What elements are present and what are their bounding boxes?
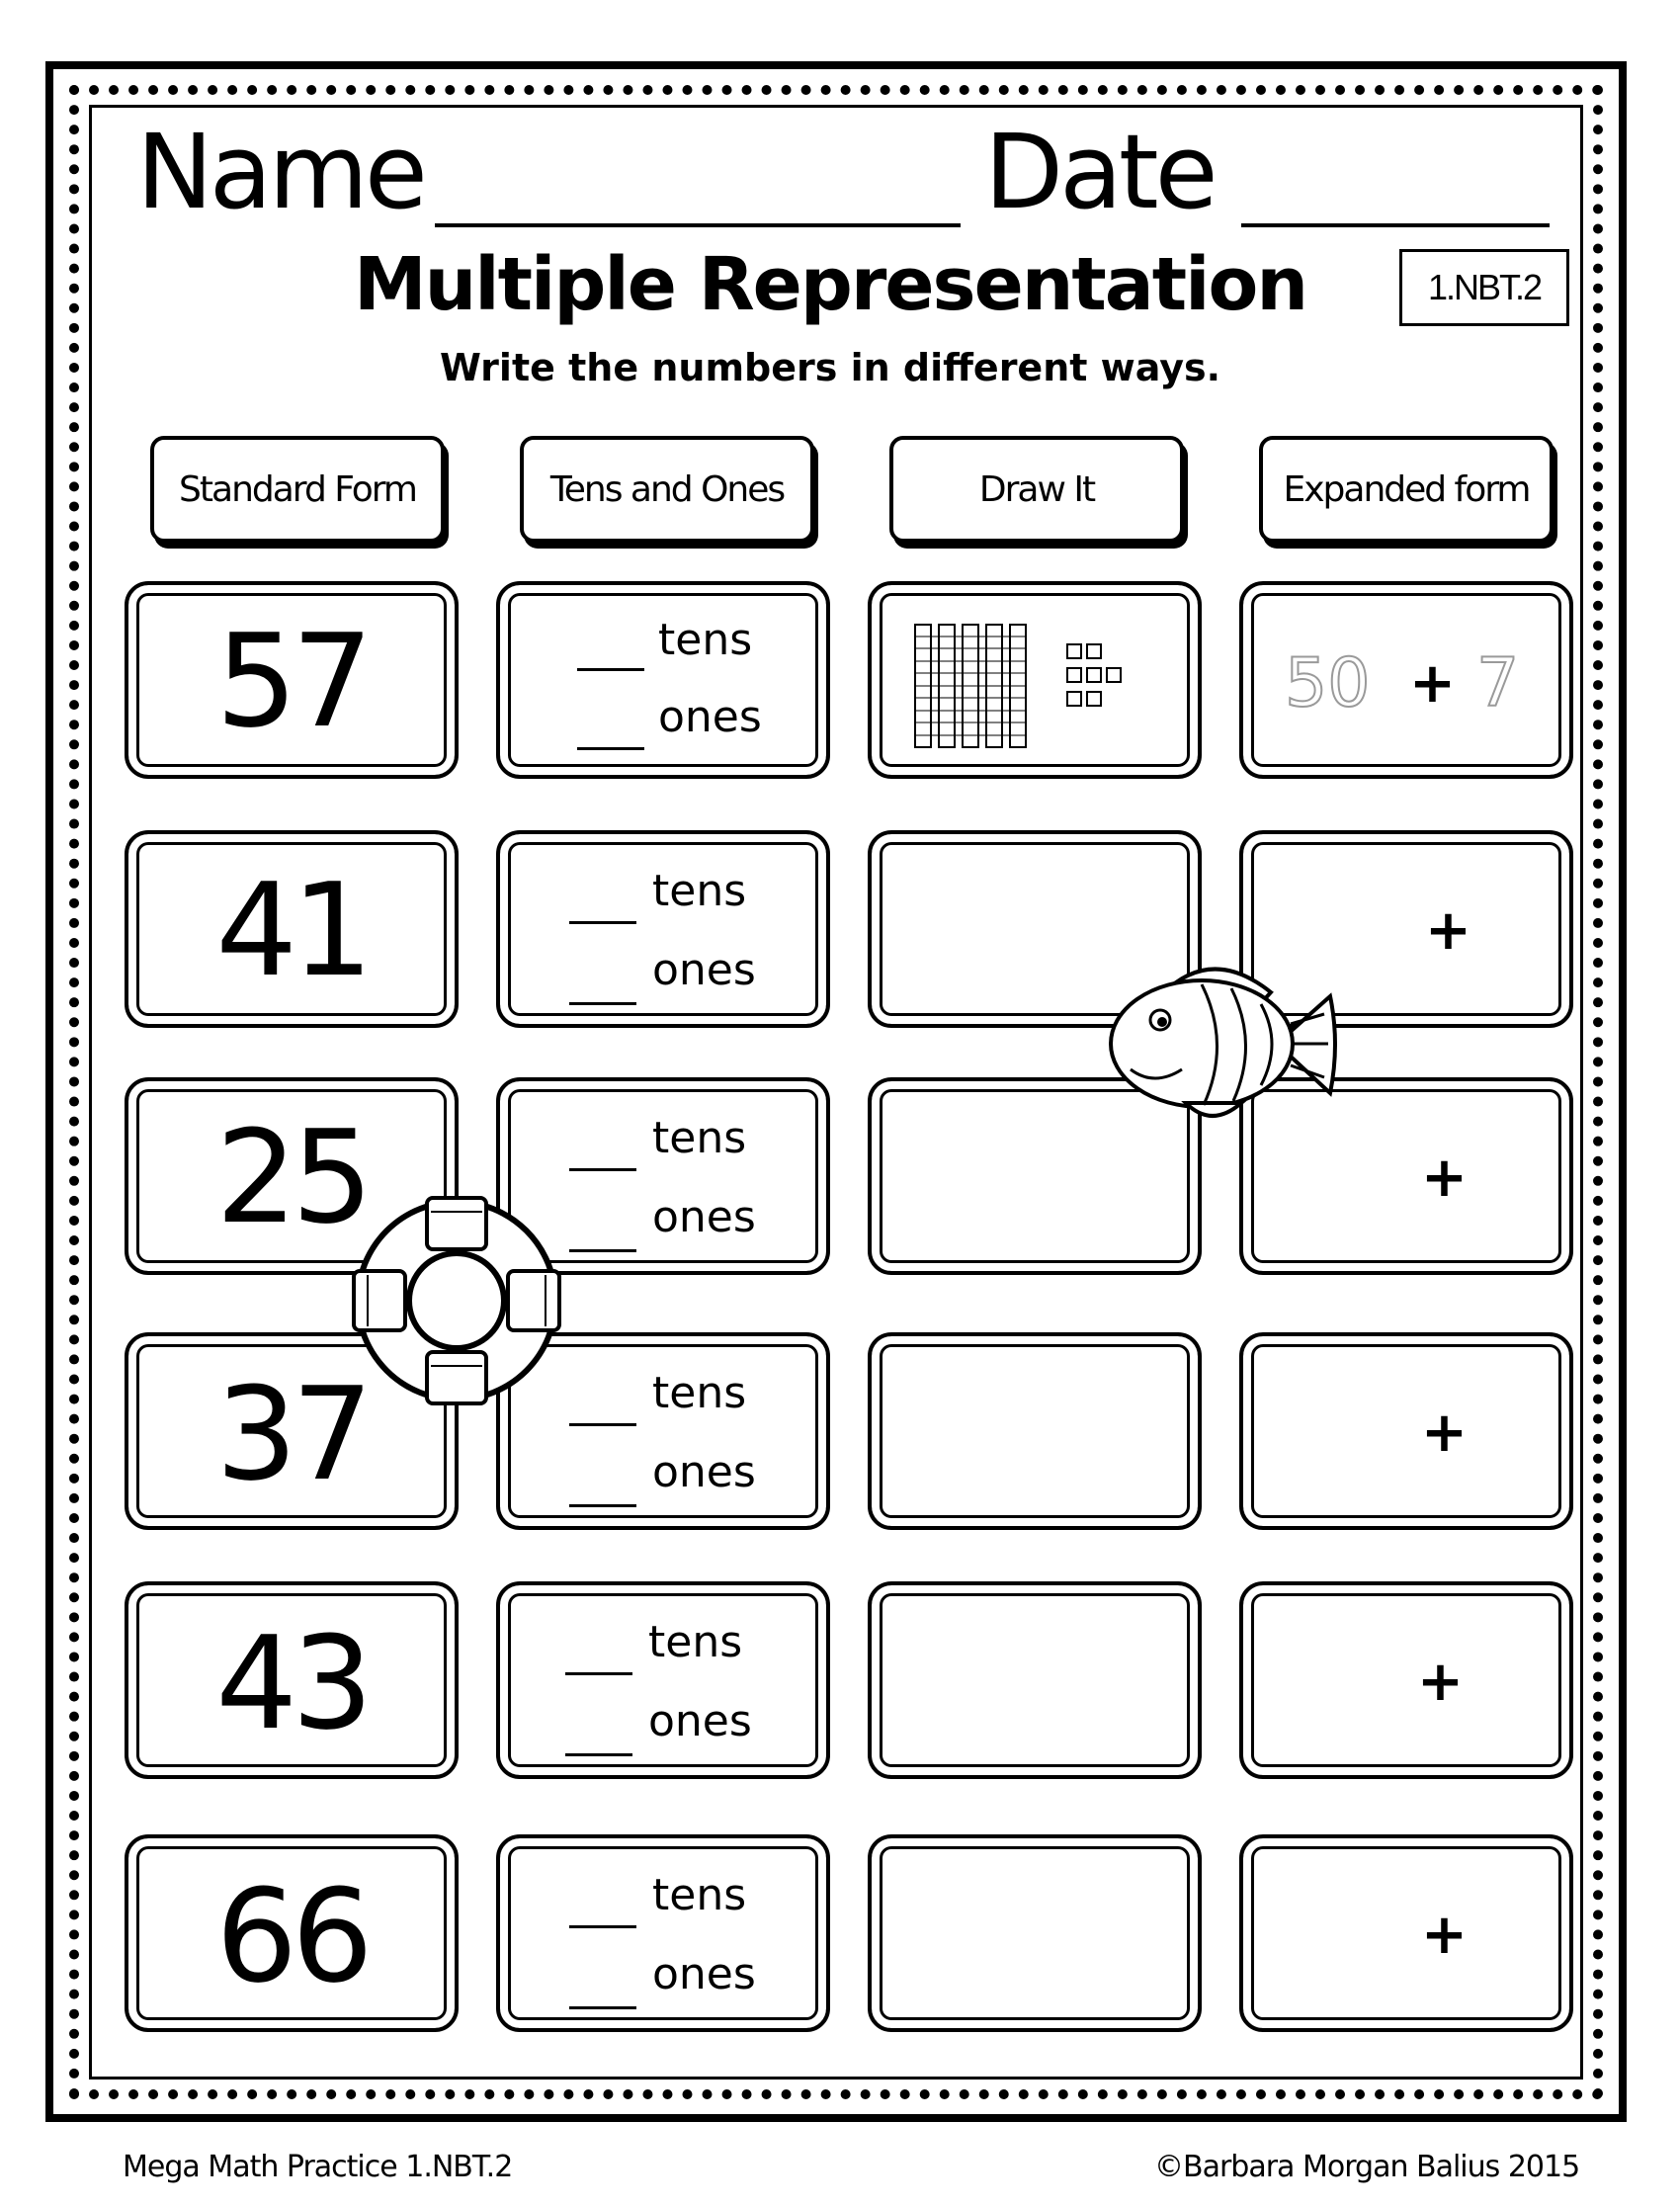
tens-ones-cell[interactable] xyxy=(496,1581,830,1779)
ones-blank[interactable] xyxy=(569,2006,636,2009)
plus-sign: + xyxy=(1409,651,1456,716)
ones-blank[interactable] xyxy=(577,747,644,750)
standard-form-cell xyxy=(125,581,459,779)
tens-word: tens xyxy=(652,1870,747,1920)
ones-word: ones xyxy=(652,1949,756,1999)
tens-word: tens xyxy=(652,1368,747,1418)
plus-sign: + xyxy=(1421,1401,1468,1465)
plus-sign: + xyxy=(1421,1146,1468,1210)
column-header-standard-form: Standard Form xyxy=(150,436,445,543)
plus-sign: + xyxy=(1421,1903,1468,1967)
plus-sign: + xyxy=(1425,898,1471,963)
tens-word: tens xyxy=(658,615,753,665)
ones-blank[interactable] xyxy=(565,1753,632,1756)
tens-ones-cell[interactable] xyxy=(496,581,830,779)
column-header-expanded-form: Expanded form xyxy=(1259,436,1554,543)
ones-cube xyxy=(1087,668,1101,682)
standard-badge: 1.NBT.2 xyxy=(1399,249,1569,326)
footer-left: Mega Math Practice 1.NBT.2 xyxy=(123,2150,513,2184)
ones-cube xyxy=(1087,644,1101,658)
ones-blank[interactable] xyxy=(569,1002,636,1005)
ones-cube xyxy=(1067,692,1081,706)
standard-form-cell xyxy=(125,1581,459,1779)
ones-word: ones xyxy=(658,692,762,742)
base-ten-blocks-drawing xyxy=(872,585,1206,783)
fish-clipart xyxy=(1103,955,1340,1131)
draw-it-cell[interactable] xyxy=(868,581,1202,779)
expanded-form-cell[interactable] xyxy=(1239,581,1573,779)
draw-it-cell[interactable] xyxy=(868,1834,1202,2032)
instructions: Write the numbers in different ways. xyxy=(439,346,1221,389)
name-label: Name xyxy=(136,112,424,232)
ones-cube xyxy=(1067,644,1081,658)
tens-blank[interactable] xyxy=(569,1925,636,1928)
ones-word: ones xyxy=(652,945,756,995)
standard-number: 37 xyxy=(215,1359,368,1509)
draw-it-cell[interactable] xyxy=(868,1332,1202,1530)
column-header-draw-it: Draw It xyxy=(889,436,1184,543)
ones-blank[interactable] xyxy=(569,1249,636,1252)
expanded-form-cell[interactable] xyxy=(1239,1581,1573,1779)
standard-number: 57 xyxy=(215,606,368,756)
tens-word: tens xyxy=(648,1617,743,1667)
tens-blank[interactable] xyxy=(565,1672,632,1675)
tens-word: tens xyxy=(652,1113,747,1163)
ones-word: ones xyxy=(652,1447,756,1497)
draw-it-cell[interactable] xyxy=(868,1581,1202,1779)
ones-cube xyxy=(1107,668,1121,682)
column-header-tens-and-ones: Tens and Ones xyxy=(520,436,814,543)
expanded-tens-trace: 50 xyxy=(1285,644,1371,722)
ones-cube xyxy=(1087,692,1101,706)
date-label: Date xyxy=(984,112,1215,232)
standard-form-cell xyxy=(125,830,459,1028)
tens-ones-cell[interactable] xyxy=(496,1834,830,2032)
tens-blank[interactable] xyxy=(569,921,636,924)
standard-number: 25 xyxy=(215,1102,368,1252)
standard-form-cell xyxy=(125,1834,459,2032)
ones-blank[interactable] xyxy=(569,1504,636,1507)
worksheet-title: Multiple Representation xyxy=(353,242,1307,327)
name-line[interactable] xyxy=(435,223,961,227)
expanded-form-cell[interactable] xyxy=(1239,1332,1573,1530)
tens-blank[interactable] xyxy=(569,1423,636,1426)
expanded-ones-trace: 7 xyxy=(1476,644,1520,722)
footer-right: ©Barbara Morgan Balius 2015 xyxy=(1154,2150,1580,2184)
ones-word: ones xyxy=(648,1696,752,1746)
expanded-form-cell[interactable] xyxy=(1239,1834,1573,2032)
ones-word: ones xyxy=(652,1192,756,1242)
tens-word: tens xyxy=(652,866,747,916)
standard-number: 43 xyxy=(215,1608,368,1758)
standard-number: 66 xyxy=(215,1861,368,2011)
tens-ones-cell[interactable] xyxy=(496,830,830,1028)
date-line[interactable] xyxy=(1241,223,1550,227)
ones-cube xyxy=(1067,668,1081,682)
standard-number: 41 xyxy=(215,855,368,1005)
plus-sign: + xyxy=(1417,1650,1464,1714)
tens-blank[interactable] xyxy=(577,668,644,671)
tens-blank[interactable] xyxy=(569,1168,636,1171)
life-ring-clipart xyxy=(338,1182,575,1419)
